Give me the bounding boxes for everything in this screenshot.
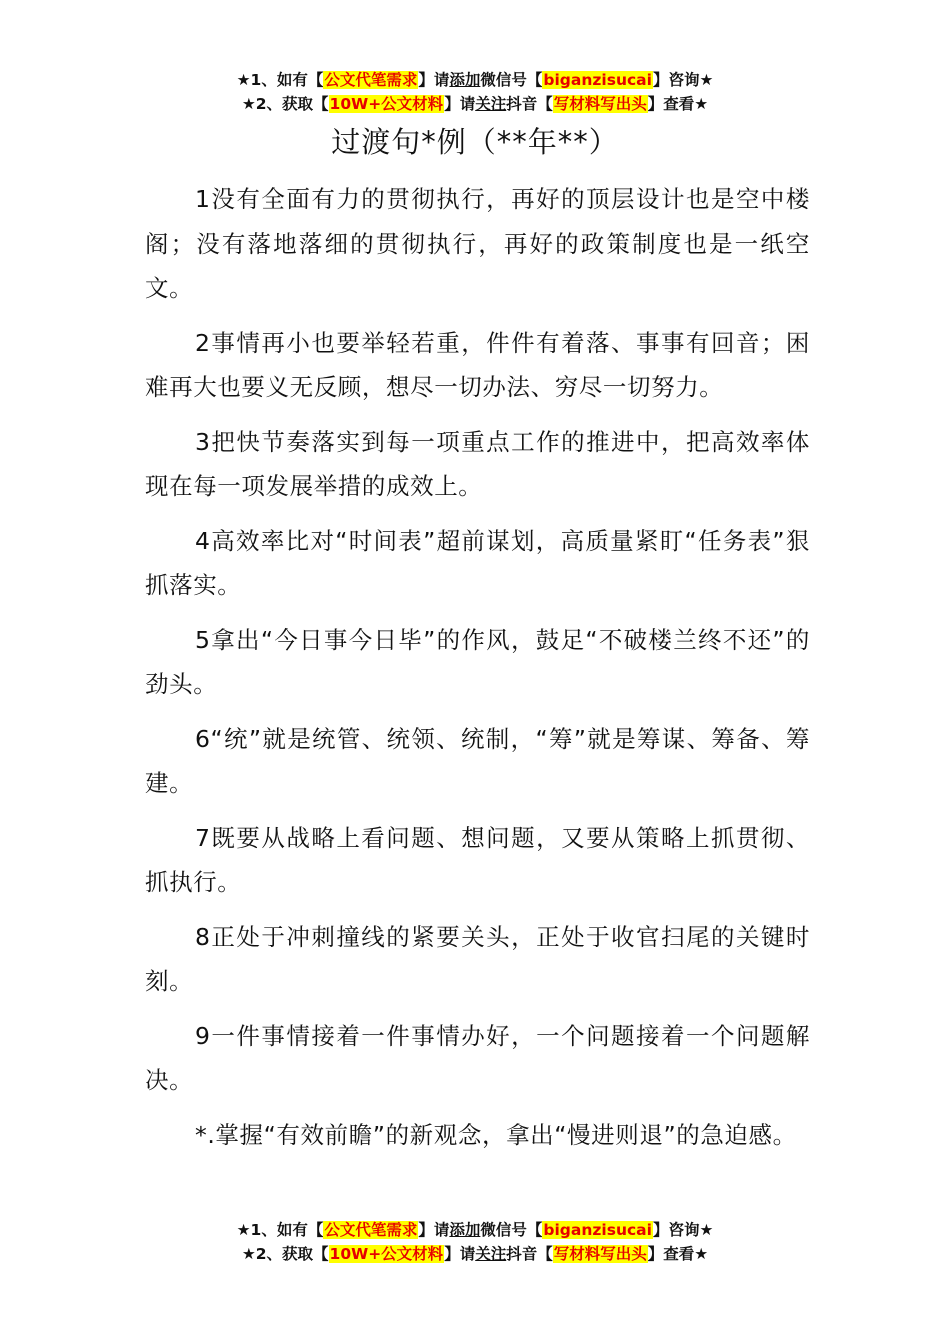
footer-banner xyxy=(0,1218,950,1266)
banner-text: 】请 xyxy=(418,71,450,89)
paragraph: 5拿出“今日事今日毕”的作风，鼓足“不破楼兰终不还”的劲头。 xyxy=(145,625,810,698)
paragraph: 7既要从战略上看问题、想问题，又要从策略上抓贯彻、抓执行。 xyxy=(145,823,810,896)
banner-text: 】请 xyxy=(418,1221,450,1239)
banner-text: ★2、获取【 xyxy=(241,95,329,113)
banner-line-2 xyxy=(0,1242,950,1266)
banner-highlight: 10W+公文材料 xyxy=(329,1245,444,1263)
paragraph: 2事情再小也要举轻若重，件件有着落、事事有回音；困难再大也要义无反顾，想尽一切办法、穷尽一切努力。 xyxy=(145,328,810,401)
banner-text: 抖音【 xyxy=(506,95,553,113)
banner-text: ★1、如有【 xyxy=(236,1221,324,1239)
page-title: 过渡句*例（**年**） xyxy=(331,125,619,159)
banner-underlined-text: 添加 xyxy=(449,1221,481,1239)
banner-text: 微信号【 xyxy=(480,71,543,89)
banner-line-1 xyxy=(0,1218,950,1242)
banner-text: 微信号【 xyxy=(480,1221,543,1239)
banner-text: 】请 xyxy=(444,1245,476,1263)
banner-text: 】请 xyxy=(444,95,476,113)
banner-highlight: 写材料写出头 xyxy=(553,95,647,113)
banner-highlight: 写材料写出头 xyxy=(553,1245,647,1263)
banner-underlined-text: 关注 xyxy=(475,1245,507,1263)
banner-highlight: biganzisucai xyxy=(543,71,652,89)
banner-text: 】查看★ xyxy=(647,1245,709,1263)
banner-text: 】咨询★ xyxy=(652,1221,714,1239)
paragraph: *.掌握“有效前瞻”的新观念，拿出“慢进则退”的急迫感。 xyxy=(195,1120,797,1149)
header-banner xyxy=(0,68,950,116)
banner-text: 】咨询★ xyxy=(652,71,714,89)
banner-highlight: 10W+公文材料 xyxy=(329,95,444,113)
paragraph: 9一件事情接着一件事情办好，一个问题接着一个问题解决。 xyxy=(145,1021,810,1094)
paragraph: 4高效率比对“时间表”超前谋划，高质量紧盯“任务表”狠抓落实。 xyxy=(145,526,810,599)
banner-text: ★1、如有【 xyxy=(236,71,324,89)
banner-underlined-text: 添加 xyxy=(449,71,481,89)
document-body xyxy=(145,177,810,1167)
banner-text: 抖音【 xyxy=(506,1245,553,1263)
banner-text: 】查看★ xyxy=(647,95,709,113)
banner-line-2 xyxy=(0,92,950,116)
paragraph: 8正处于冲刺撞线的紧要关头，正处于收官扫尾的关键时刻。 xyxy=(145,922,810,995)
banner-highlight: 公文代笔需求 xyxy=(324,71,418,89)
banner-text: ★2、获取【 xyxy=(241,1245,329,1263)
banner-highlight: 公文代笔需求 xyxy=(324,1221,418,1239)
banner-line-1 xyxy=(0,68,950,92)
paragraph: 1没有全面有力的贯彻执行，再好的顶层设计也是空中楼阁；没有落地落细的贯彻执行，再好的政策制度也是一纸空文。 xyxy=(145,185,810,302)
paragraph: 3把快节奏落实到每一项重点工作的推进中，把高效率体现在每一项发展举措的成效上。 xyxy=(145,427,810,500)
paragraph: 6“统”就是统管、统领、统制，“筹”就是筹谋、筹备、筹建。 xyxy=(145,724,810,797)
banner-highlight: biganzisucai xyxy=(543,1221,652,1239)
banner-underlined-text: 关注 xyxy=(475,95,507,113)
